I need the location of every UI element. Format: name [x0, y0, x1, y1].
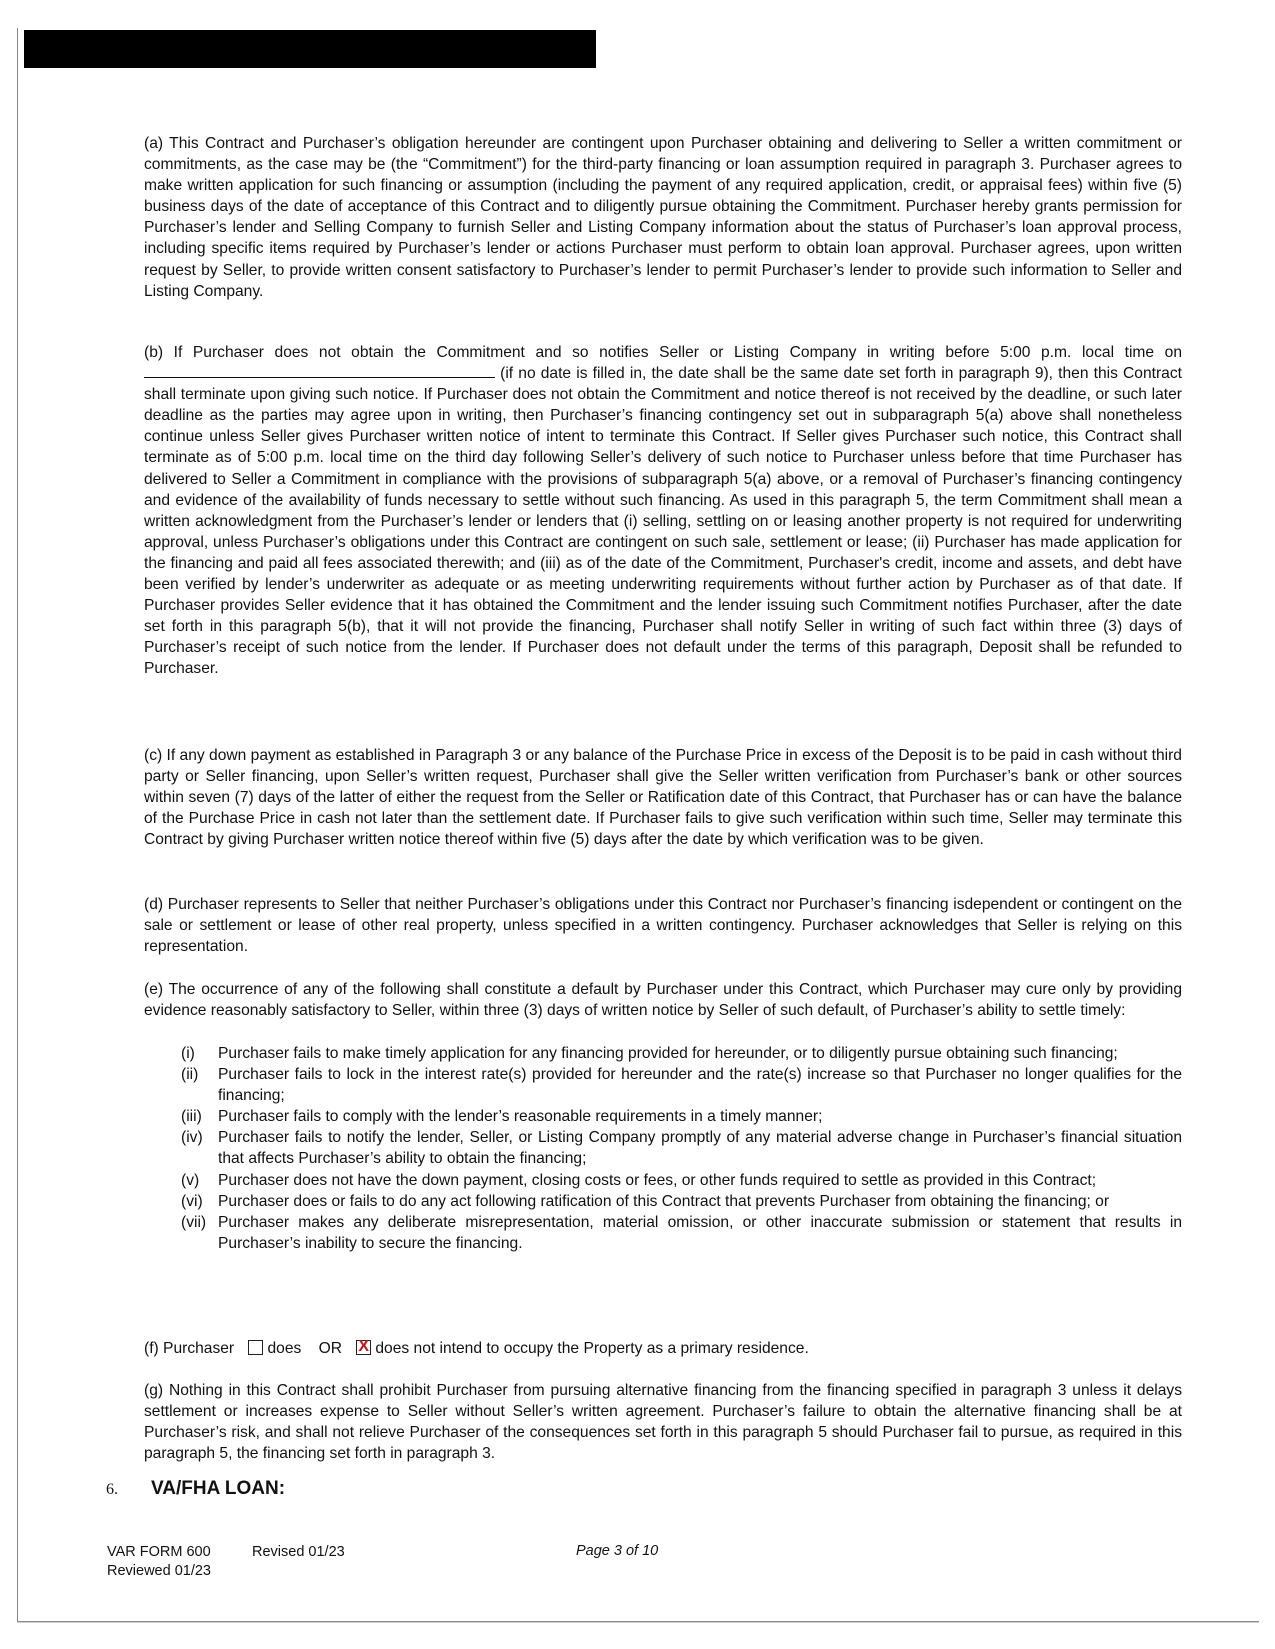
paragraph-5b-text-1: (b) If Purchaser does not obtain the Commitment and so notifies Seller or Listing Company in writing before 5:00 p.m. local time on [144, 344, 1182, 361]
does-checkbox[interactable] [248, 1340, 263, 1355]
section-title: VA/FHA LOAN: [151, 1478, 286, 1499]
does-label: does [267, 1340, 302, 1357]
paragraph-5b [144, 342, 1182, 680]
list-item: (vi) Purchaser does or fails to do any act following ratification of this Contract that prevents Purchaser from obtaining the financing; or [181, 1192, 1110, 1210]
default-conditions-list [181, 1043, 1182, 1254]
paragraph-5b-text-2: (if no date is filled in, the date shall be the same date set forth in paragraph 9), then this Contract shall terminate upon giving such notice. If Purchaser does not obtain the Commitment and notice thereof is not received by the deadline, or such later deadline as the parties may agree upon in writing, then Purchaser’s financing contingency set out in subparagraph 5(a) above shall nonetheless continue unless Seller gives Purchaser written notice of intent to terminate this Contract. If Seller gives Purchaser such notice, this Contract shall terminate as of 5:00 p.m. local time on the third day following Seller’s delivery of such notice to Purchaser unless before that time Purchaser has delivered to Seller a Commitment in compliance with the provisions of subparagraph 5(a) above, or a removal of Purchaser’s financing contingency and evidence of the availability of funds necessary to settle without such financing. As used in this paragraph 5, the term Commitment shall mean a written acknowledgment from the Purchaser’s lender or lenders that (i) selling, settling on or leasing another property is not required for underwriting approval, unless Purchaser’s obligations under this Contract are contingent on such sale, settlement or lease; (ii) Purchaser has made application for the financing and paid all fees associated therewith; and (iii) as of the date of the Commitment, Purchaser's credit, income and assets, and debt have been verified by lender’s underwriter as adequate or as meeting underwriting requirements without further action by Purchaser as of that date. If Purchaser provides Seller evidence that it has obtained the Commitment and the lender issuing such Commitment notifies Purchaser, after the date set forth in this paragraph 5(b), that it will not provide the financing, Purchaser shall notify Seller in writing of such fact within three (3) days of Purchaser’s receipt of such notice from the lender. If Purchaser does not default under the terms of this paragraph, Deposit shall be refunded to Purchaser. [144, 365, 1182, 678]
paragraph-5e-text: (e) The occurrence of any of the following shall constitute a default by Purchaser under this Contract, which Purchaser may cure only by providing evidence reasonably satisfactory to Seller, within three (3) days of written notice by Seller of such default, of Purchaser’s ability to settle timely: [144, 981, 1182, 1020]
footer-form-info [107, 1543, 211, 1581]
paragraph-5d [144, 894, 1182, 957]
check-x-mark: X [358, 1338, 370, 1355]
paragraph-5a-text: (a) This Contract and Purchaser’s obligation hereunder are contingent upon Purchaser obtaining and delivering to Seller a written commitment or commitments, as the case may be (the “Commitment”) for the third-party financing or loan assumption required in paragraph 3. Purchaser agrees to make written application for such financing or assumption (including the payment of any required application, credit, or appraisal fees) within five (5) business days of the date of acceptance of this Contract and to diligently pursue obtaining the Commitment. Purchaser hereby grants permission for Purchaser’s lender and Selling Company to furnish Seller and Listing Company information about the status of Purchaser’s loan approval process, including specific items required by Purchaser’s lender or actions Purchaser must perform to obtain loan approval. Purchaser agrees, upon written request by Seller, to provide written consent satisfactory to Purchaser’s lender to permit Purchaser’s lender to provide such information to Seller and Listing Company. [144, 135, 1182, 300]
footer-reviewed: Reviewed 01/23 [107, 1563, 211, 1579]
redaction-bar [24, 30, 596, 68]
paragraph-5c [144, 745, 1182, 850]
does-not-checkbox[interactable] [356, 1340, 371, 1355]
paragraph-5g-text: (g) Nothing in this Contract shall prohibit Purchaser from pursuing alternative financing from the financing specified in paragraph 3 unless it delays settlement or increases expense to Seller without Seller’s written agreement. Purchaser’s failure to obtain the alternative financing shall be at Purchaser’s risk, and shall not relieve Purchaser of the consequences set forth in this paragraph 5 should Purchaser fail to pursue, as required in this paragraph 5, the financing set forth in paragraph 3. [144, 1382, 1182, 1463]
list-item: (v) Purchaser does not have the down payment, closing costs or fees, or other funds required to settle as provided in this Contract; [181, 1171, 1097, 1189]
does-not-label: does not intend to occupy the Property as a primary residence. [375, 1340, 809, 1357]
footer-form-name: VAR FORM 600 [107, 1544, 211, 1560]
paragraph-5c-text: (c) If any down payment as established in Paragraph 3 or any balance of the Purchase Price in excess of the Deposit is to be paid in cash without third party or Seller financing, upon Seller’s written request, Purchaser shall give the Seller written verification from Purchaser’s bank or other sources within seven (7) days of the latter of either the request from the Seller or Ratification date of this Contract, that Purchaser has or can have the balance of the Purchase Price in cash not later than the settlement date. If Purchaser fails to give such verification within such time, Seller may terminate this Contract by giving Purchaser written notice thereof within five (5) days after the date by which verification was to be given. [144, 747, 1182, 849]
list-item: (iv) Purchaser fails to notify the lender, Seller, or Listing Company promptly of any material adverse change in Purchaser’s financial situation that affects Purchaser’s ability to obtain the financing; [181, 1129, 1182, 1168]
paragraph-5e [144, 979, 1182, 1021]
paragraph-5f-prefix: (f) Purchaser [144, 1340, 235, 1357]
list-item: (ii) Purchaser fails to lock in the interest rate(s) provided for hereunder and the rate(s) increase so that Purchaser no longer qualifies for the financing; [181, 1066, 1182, 1105]
section-6-heading [106, 1478, 285, 1500]
footer-page-number: Page 3 of 10 [576, 1543, 659, 1559]
paragraph-5f [144, 1338, 1182, 1359]
date-fill-line[interactable] [144, 363, 495, 378]
paragraph-5d-text: (d) Purchaser represents to Seller that neither Purchaser’s obligations under this Contract nor Purchaser’s financing isdependent or contingent on the sale or settlement or lease of other real property, unless specified in a written contingency. Purchaser acknowledges that Seller is relying on this representation. [144, 896, 1182, 956]
paragraph-5g [144, 1380, 1182, 1464]
or-label: OR [318, 1340, 343, 1357]
list-item: (i) Purchaser fails to make timely application for any financing provided for hereunder, or to diligently pursue obtaining such financing; [181, 1045, 1118, 1062]
paragraph-5a [144, 133, 1182, 302]
footer-revised: Revised 01/23 [252, 1544, 345, 1560]
list-item: (iii) Purchaser fails to comply with the lender’s reasonable requirements in a timely manner; [181, 1108, 823, 1126]
list-item: (vii) Purchaser makes any deliberate misrepresentation, material omission, or other inaccurate submission or statement that results in Purchaser’s inability to secure the financing. [181, 1213, 1182, 1252]
section-number: 6. [106, 1481, 118, 1498]
